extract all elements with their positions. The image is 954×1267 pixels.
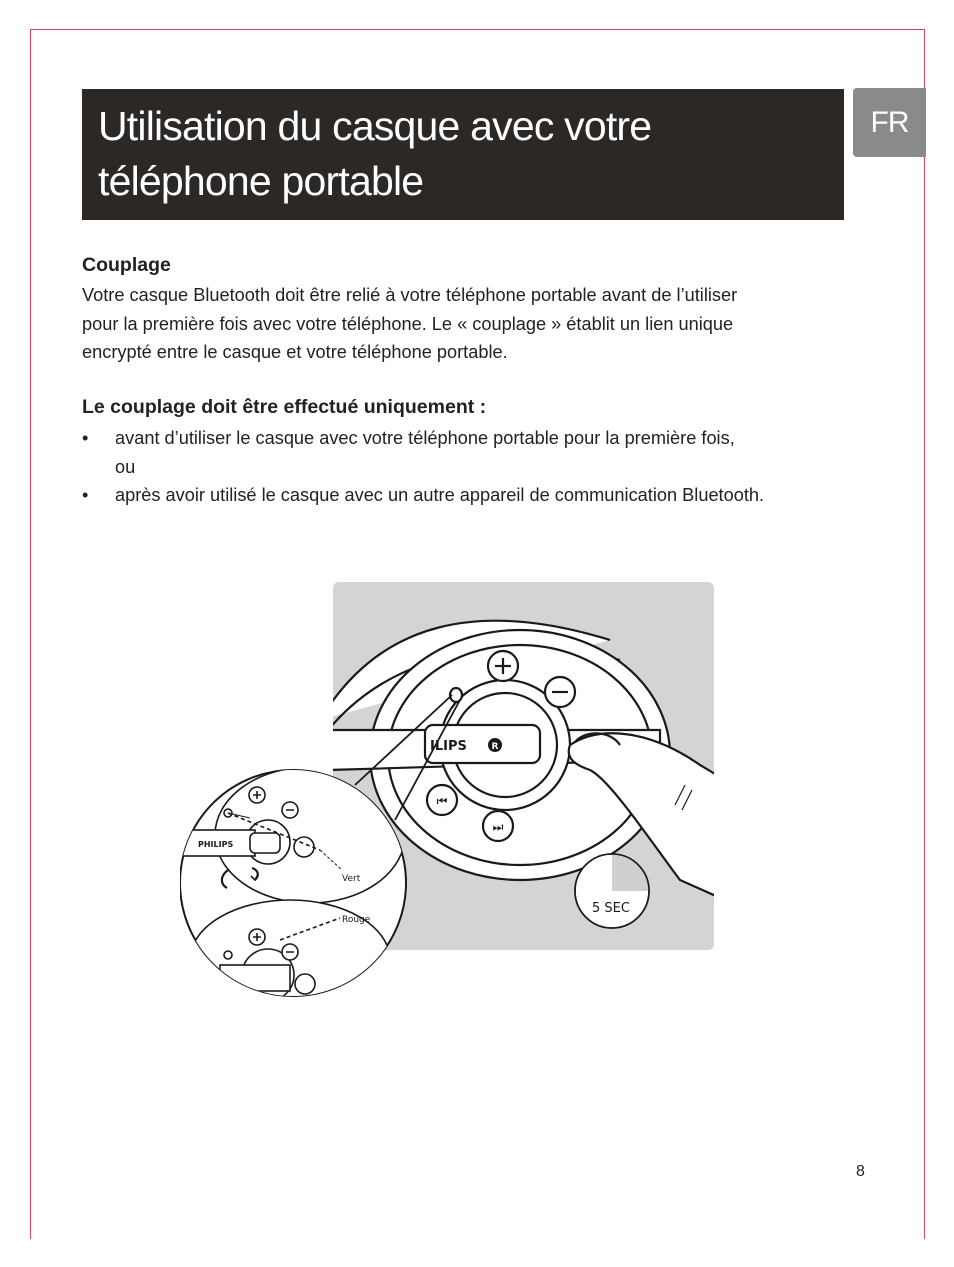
- svg-text:R: R: [491, 742, 499, 752]
- paragraph-line: pour la première fois avec votre téléphone. Le « couplage » établit un lien unique: [82, 313, 734, 334]
- label-rouge: Rouge: [342, 915, 371, 925]
- language-tab: FR: [853, 88, 926, 157]
- page-title-line-1: Utilisation du casque avec votre: [98, 103, 652, 149]
- timer-label: 5 SEC: [592, 901, 630, 916]
- section-heading-couplage: Couplage: [82, 254, 171, 276]
- zoom-brand-text: PHILIPS: [198, 840, 234, 849]
- right-trim-line: [924, 29, 925, 1239]
- top-trim-line: [30, 29, 925, 30]
- svg-text:⏮: ⏮: [436, 794, 448, 808]
- section-heading-when: Le couplage doit être effectué uniquement :: [82, 396, 487, 418]
- couplage-paragraph: [82, 281, 862, 367]
- list-item-line: ou: [115, 456, 136, 477]
- label-vert: Vert: [342, 874, 361, 884]
- page-number: 8: [856, 1163, 865, 1180]
- list-item: [82, 424, 862, 481]
- timer-icon: [575, 854, 649, 928]
- left-trim-line: [30, 29, 31, 1239]
- bullet-list: [82, 424, 862, 510]
- list-item-line: avant d’utiliser le casque avec votre téléphone portable pour la première fois,: [115, 428, 735, 448]
- list-item: [82, 481, 862, 510]
- pairing-illustration: [180, 580, 720, 1000]
- page-title-banner: [82, 89, 844, 220]
- paragraph-line: encrypté entre le casque et votre téléphone portable.: [82, 342, 508, 362]
- page-title-line-2: téléphone portable: [98, 158, 424, 204]
- list-item-line: après avoir utilisé le casque avec un autre appareil de communication Bluetooth.: [115, 485, 765, 505]
- brand-logo-text: ILIPS: [430, 739, 467, 754]
- bullet-dot: •: [82, 485, 89, 505]
- svg-text:⏭: ⏭: [492, 820, 504, 834]
- paragraph-line: Votre casque Bluetooth doit être relié à votre téléphone portable avant de l’utiliser: [82, 285, 738, 305]
- bullet-dot: •: [82, 428, 89, 448]
